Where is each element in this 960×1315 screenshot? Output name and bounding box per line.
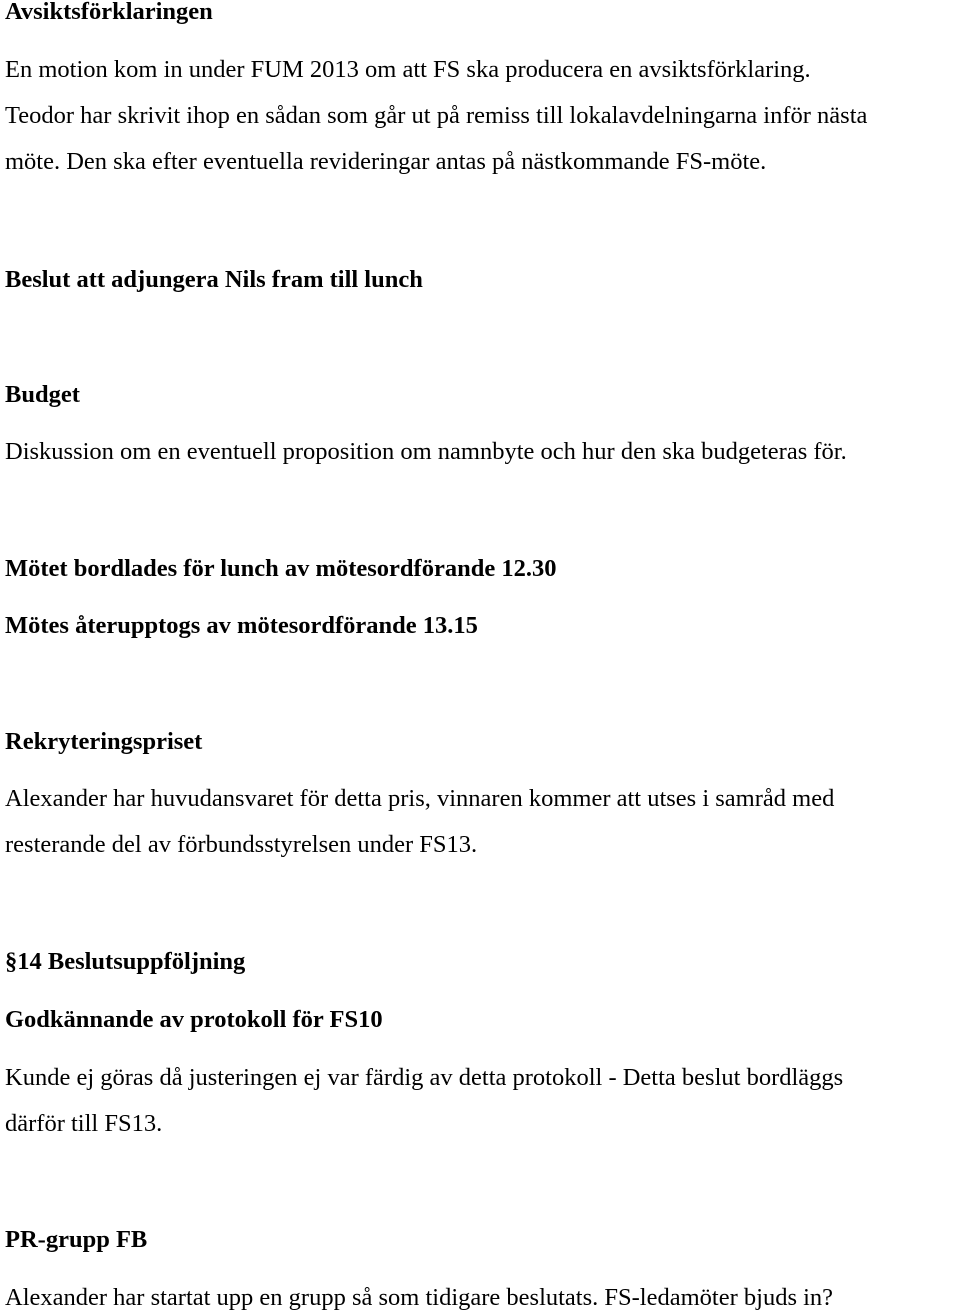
paragraph-line: Alexander har huvudansvaret för detta pris, vinnaren kommer att utses i samråd med: [5, 785, 835, 812]
paragraph-line: möte. Den ska efter eventuella revideringar antas på nästkommande FS-möte.: [5, 148, 767, 175]
decision-adjungera: Beslut att adjungera Nils fram till lunch: [5, 266, 423, 293]
paragraph-line: Kunde ej göras då justeringen ej var färdig av detta protokoll - Detta beslut bordläggs: [5, 1064, 844, 1091]
paragraph-pr-grupp: Alexander har startat upp en grupp så som tidigare beslutats. FS-ledamöter bjuds in?: [5, 1284, 834, 1311]
heading-rekryteringspriset: Rekryteringspriset: [5, 728, 203, 755]
paragraph-line: därför till FS13.: [5, 1110, 163, 1137]
heading-godkannande: Godkännande av protokoll för FS10: [5, 1006, 383, 1033]
note-aterupptogs: Mötes återupptogs av mötesordförande 13.15: [5, 612, 478, 639]
heading-paragraf-14: §14 Beslutsuppföljning: [5, 948, 246, 975]
heading-avsiktsforklaringen: Avsiktsförklaringen: [5, 0, 213, 25]
note-bordlades: Mötet bordlades för lunch av mötesordförande 12.30: [5, 555, 557, 582]
heading-budget: Budget: [5, 381, 80, 408]
paragraph-line: resterande del av förbundsstyrelsen under FS13.: [5, 831, 478, 858]
paragraph-budget: Diskussion om en eventuell proposition om namnbyte och hur den ska budgeteras för.: [5, 438, 847, 465]
paragraph-line: En motion kom in under FUM 2013 om att FS ska producera en avsiktsförklaring.: [5, 56, 811, 83]
heading-pr-grupp: PR-grupp FB: [5, 1226, 148, 1253]
paragraph-line: Teodor har skrivit ihop en sådan som går ut på remiss till lokalavdelningarna inför nästa: [5, 102, 868, 129]
